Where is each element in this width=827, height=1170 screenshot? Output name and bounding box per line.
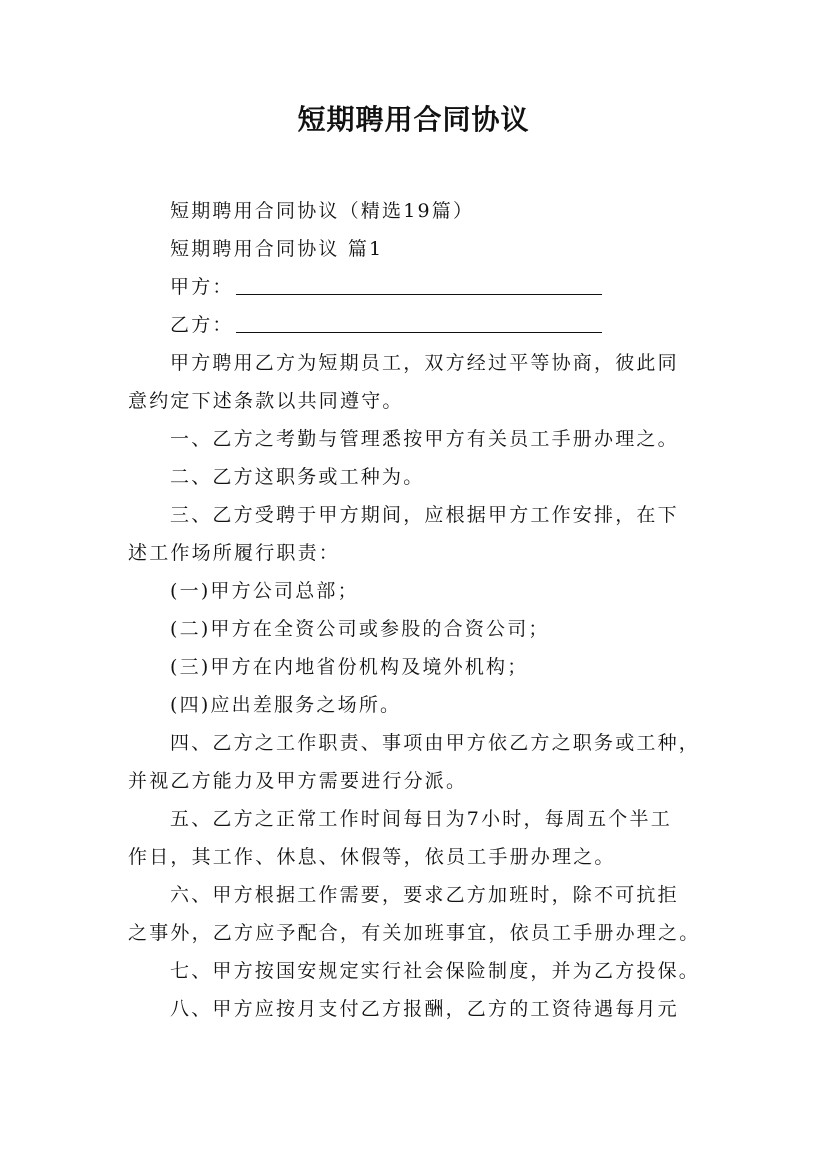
paragraph-continuation-line: 述工作场所履行职责： bbox=[128, 542, 341, 564]
party-a-line bbox=[128, 268, 718, 306]
document-title: 短期聘用合同协议 bbox=[297, 103, 530, 136]
paragraph-first-line: 二、乙方这职务或工种为。 bbox=[170, 466, 425, 488]
document-subtitle: 短期聘用合同协议（精选19篇） bbox=[170, 200, 475, 222]
paragraph-first-line: (二)甲方在全资公司或参股的合资公司； bbox=[170, 618, 550, 640]
paragraph-first-line: 甲方聘用乙方为短期员工，双方经过平等协商，彼此同 bbox=[170, 352, 679, 374]
party-b-label: 乙方： bbox=[170, 314, 234, 336]
paragraph-continuation-line: 之事外，乙方应予配合，有关加班事宜，依员工手册办理之。 bbox=[128, 922, 701, 944]
paragraph-first-line: 五、乙方之正常工作时间每日为7小时，每周五个半工 bbox=[170, 808, 672, 830]
party-a-label: 甲方： bbox=[170, 276, 234, 298]
party-a-blank bbox=[236, 274, 602, 295]
paragraph-first-line: 一、乙方之考勤与管理悉按甲方有关员工手册办理之。 bbox=[170, 428, 679, 450]
paragraph-first-line: 六、甲方根据工作需要，要求乙方加班时，除不可抗拒 bbox=[170, 884, 679, 906]
paragraph-first-line: 三、乙方受聘于甲方期间，应根据甲方工作安排，在下 bbox=[170, 504, 679, 526]
paragraph-continuation-line: 意约定下述条款以共同遵守。 bbox=[128, 390, 404, 412]
paragraph-continuation-line: 并视乙方能力及甲方需要进行分派。 bbox=[128, 770, 468, 792]
paragraph-first-line: (三)甲方在内地省份机构及境外机构； bbox=[170, 656, 529, 678]
document-body bbox=[128, 192, 718, 1028]
paragraph-first-line: 七、甲方按国安规定实行社会保险制度，并为乙方投保。 bbox=[170, 960, 701, 982]
party-b-blank bbox=[236, 312, 602, 333]
paragraph-first-line: (四)应出差服务之场所。 bbox=[170, 694, 402, 716]
paragraph-first-line: (一)甲方公司总部； bbox=[170, 580, 359, 602]
paragraph-continuation-line: 作日，其工作、休息、休假等，依员工手册办理之。 bbox=[128, 846, 616, 868]
party-b-line bbox=[128, 306, 718, 344]
paragraph-first-line: 四、乙方之工作职责、事项由甲方依乙方之职务或工种， bbox=[170, 732, 701, 754]
section-heading: 短期聘用合同协议 篇1 bbox=[170, 238, 384, 260]
paragraph-first-line: 八、甲方应按月支付乙方报酬，乙方的工资待遇每月元 bbox=[170, 998, 679, 1020]
